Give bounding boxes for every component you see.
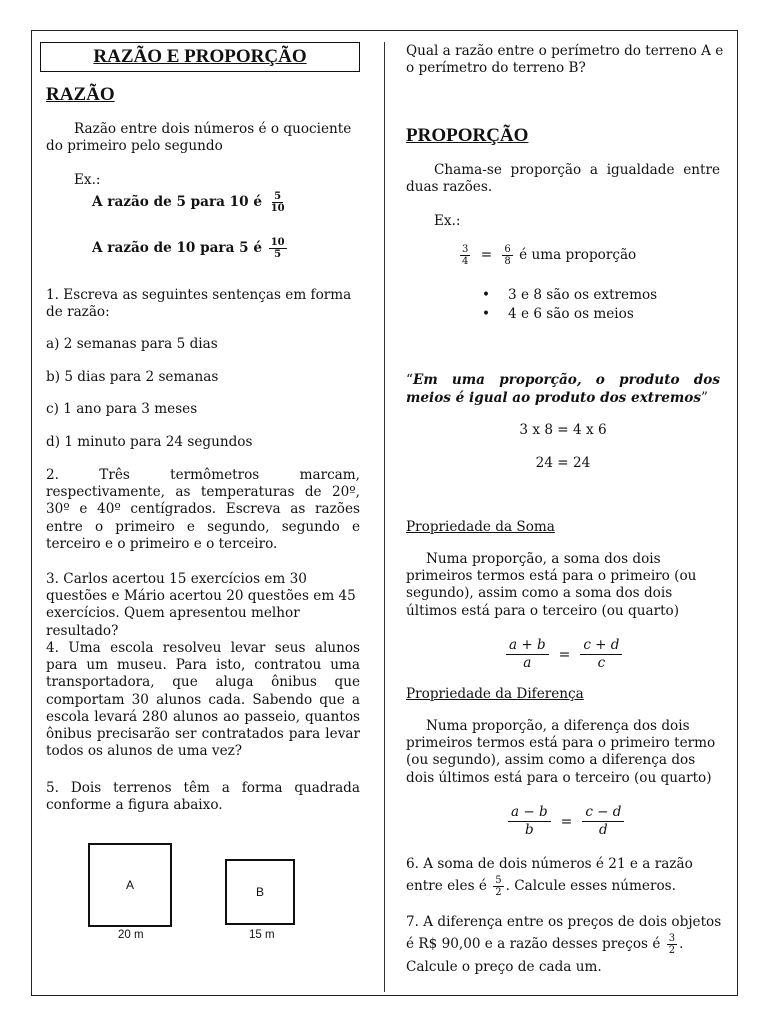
question-6-text-end: . Calcule esses números. — [505, 878, 676, 894]
calculation-2: 24 = 24 — [535, 455, 591, 471]
fraction-numerator: 10 — [270, 237, 285, 248]
question-4: 4. Uma escola resolveu levar seus alunos para um museu. Para isto, contratou uma transportadora, que aluga ônibus que comportam 30 alunos cada. Sabendo que a escola levará 280 alunos ao passeio, quantos ônibus precisarão ser contratados para levar todos os alunos de uma vez? — [46, 640, 360, 760]
question-2: 2. Três termômetros marcam, respectivamente, as temperaturas de 20º, 30º e 40º centígrados. Escreva as razões entre o primeiro e segundo, segundo e terceiro e o primeiro e o terceiro. — [46, 467, 360, 552]
razao-example-2-fraction — [269, 237, 287, 260]
razao-example-2-text: A razão de 10 para 5 é — [92, 240, 262, 256]
diferenca-fraction-right — [582, 804, 624, 839]
soma-fraction-right — [580, 637, 622, 672]
question-5-continued: Qual a razão entre o perímetro do terreno A e o perímetro do terreno B? — [406, 43, 724, 77]
quote-text: Em uma proporção, o produto dos meios é igual ao produto dos extremos — [406, 372, 720, 406]
fraction-denominator: 2 — [495, 887, 502, 898]
fraction-denominator: 10 — [270, 203, 285, 214]
fraction-numerator: 3 — [462, 244, 469, 255]
bullet-extremos: • 3 e 8 são os extremos — [482, 286, 657, 305]
question-6-text: 6. A soma de dois números é 21 e a razão entre eles é — [406, 856, 693, 894]
terrain-b-label: B — [255, 885, 264, 899]
equals-sign: = — [480, 247, 493, 263]
column-divider — [384, 42, 385, 992]
question-7 — [406, 911, 722, 978]
fraction-denominator: b — [524, 822, 534, 838]
soma-text: Numa proporção, a soma dos dois primeiros termos está para o primeiro (ou segundo), assim como a soma dos dois últimos está para o terceiro (ou quarto) — [406, 551, 697, 619]
terrain-a-square — [88, 843, 172, 927]
page-title: RAZÃO E PROPORÇÃO — [40, 42, 360, 72]
terrain-b-square — [225, 859, 295, 925]
question-3: 3. Carlos acertou 15 exercícios em 30 questões e Mário acertou 20 questões em 45 exercícios. Quem apresentou melhor resultado? — [46, 571, 356, 639]
fraction-numerator: c − d — [582, 804, 624, 822]
question-5: 5. Dois terrenos têm a forma quadrada conforme a figura abaixo. — [46, 780, 360, 814]
question-1d: d) 1 minuto para 24 segundos — [46, 434, 253, 450]
question-7-text-end: . Calcule o preço de cada um. — [406, 936, 684, 975]
terrain-a-label: A — [125, 878, 134, 892]
terrain-b-side: 15 m — [249, 929, 275, 941]
proportion-fraction-1 — [460, 244, 470, 267]
question-7-fraction — [667, 933, 677, 956]
question-7-text: 7. A diferença entre os preços de dois objetos é R$ 90,00 e a razão desses preços é — [406, 914, 722, 952]
razao-heading: RAZÃO — [46, 84, 115, 105]
equals-sign: = — [560, 813, 573, 830]
fraction-denominator: d — [599, 822, 608, 838]
fraction-numerator: c + d — [580, 637, 622, 655]
razao-example-label: Ex.: — [74, 172, 101, 188]
fraction-denominator: c — [597, 655, 606, 671]
proportion-fraction-2 — [502, 244, 512, 267]
question-1c: c) 1 ano para 3 meses — [46, 401, 198, 417]
question-6 — [406, 853, 722, 898]
fraction-numerator: a + b — [506, 637, 549, 655]
proporcao-quote — [406, 371, 720, 407]
razao-example-2 — [92, 237, 289, 260]
question-1: 1. Escreva as seguintes sentenças em forma de razão: — [46, 287, 352, 321]
quote-close-mark: ” — [701, 390, 708, 406]
soma-heading: Propriedade da Soma — [406, 519, 555, 535]
proportion-text: é uma proporção — [519, 247, 637, 263]
terrain-a-side: 20 m — [118, 929, 144, 941]
question-1b: b) 5 dias para 2 semanas — [46, 369, 219, 385]
fraction-denominator: 4 — [462, 256, 469, 267]
diferenca-text: Numa proporção, a diferença dos dois primeiros termos está para o primeiro termo (ou segundo), assim como a diferença dos dois últimos está para o terceiro (ou quarto) — [406, 718, 716, 786]
fraction-denominator: 2 — [668, 945, 676, 956]
razao-example-1-text: A razão de 5 para 10 é — [92, 194, 262, 210]
bullet-meios: • 4 e 6 são os meios — [482, 305, 657, 324]
razao-definition: Razão entre dois números é o quociente do primeiro pelo segundo — [46, 121, 352, 155]
fraction-numerator: 5 — [274, 191, 282, 202]
equals-sign: = — [558, 646, 571, 663]
razao-example-1 — [92, 191, 289, 214]
question-6-fraction — [493, 875, 503, 898]
diferenca-heading: Propriedade da Diferença — [406, 686, 584, 702]
question-1a: a) 2 semanas para 5 dias — [46, 336, 218, 352]
proporcao-definition: Chama-se proporção a igualdade entre duas razões. — [406, 162, 720, 196]
fraction-denominator: a — [523, 655, 532, 671]
fraction-numerator: 6 — [504, 244, 511, 255]
calculation-1: 3 x 8 = 4 x 6 — [519, 422, 607, 438]
proporcao-heading: PROPORÇÃO — [406, 125, 529, 146]
soma-fraction-left — [506, 637, 549, 672]
quote-open-mark: “ — [406, 372, 413, 388]
diferenca-formula — [508, 804, 624, 839]
proporcao-example — [458, 244, 636, 267]
fraction-denominator: 8 — [504, 256, 511, 267]
razao-example-1-fraction — [269, 191, 287, 214]
proporcao-example-label: Ex.: — [434, 213, 461, 229]
fraction-numerator: 5 — [495, 875, 502, 886]
soma-formula — [506, 637, 622, 672]
fraction-numerator: a − b — [508, 804, 551, 822]
proporcao-bullet-list — [482, 286, 657, 324]
fraction-numerator: 3 — [668, 933, 676, 944]
diferenca-fraction-left — [508, 804, 551, 839]
fraction-denominator: 5 — [274, 249, 282, 260]
